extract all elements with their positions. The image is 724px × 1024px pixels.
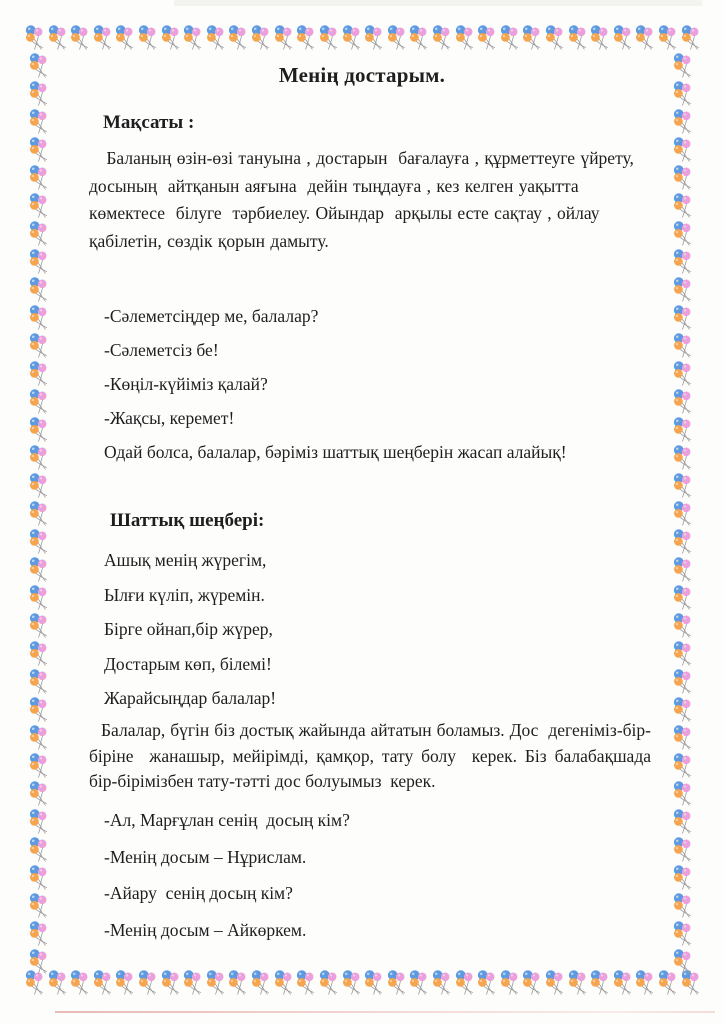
balloons-icon xyxy=(672,332,694,360)
balloons-icon xyxy=(160,24,182,52)
balloons-icon xyxy=(672,696,694,724)
balloons-icon xyxy=(28,640,50,668)
balloons-icon xyxy=(28,668,50,696)
balloons-icon xyxy=(672,500,694,528)
scan-artifact-bottom xyxy=(55,1011,715,1013)
balloons-icon xyxy=(672,192,694,220)
balloons-icon xyxy=(295,24,317,52)
goal-heading: Мақсаты : xyxy=(103,112,195,133)
balloons-icon xyxy=(114,969,136,997)
balloons-icon xyxy=(672,304,694,332)
poem-line: Достарым көп, білемі! xyxy=(104,653,272,674)
poem-line: Жарайсыңдар балалар! xyxy=(104,688,277,708)
balloons-icon xyxy=(182,969,204,997)
balloons-icon xyxy=(28,304,50,332)
balloons-icon xyxy=(28,388,50,416)
balloons-icon xyxy=(295,969,317,997)
border-left xyxy=(28,52,52,966)
border-bottom xyxy=(24,969,702,999)
balloons-icon xyxy=(92,24,114,52)
balloons-icon xyxy=(28,444,50,472)
balloons-icon xyxy=(28,220,50,248)
balloons-icon xyxy=(672,864,694,892)
poem-line: Ылғи күліп, жүремін. xyxy=(104,584,265,605)
balloons-icon xyxy=(47,24,69,52)
balloons-icon xyxy=(672,920,694,948)
balloons-icon xyxy=(28,808,50,836)
balloons-icon xyxy=(28,612,50,640)
balloons-icon xyxy=(137,24,159,52)
balloons-icon xyxy=(341,969,363,997)
balloons-icon xyxy=(589,24,611,52)
balloons-icon xyxy=(544,969,566,997)
balloons-icon xyxy=(672,584,694,612)
dialogue-line: -Менің досым – Нұрислам. xyxy=(104,846,307,867)
balloons-icon xyxy=(672,640,694,668)
goal-paragraph: Баланың өзін-өзі тануына , достарын бағалауға , құрметтеуге үйрету, досының айтқанын аяғына дейін тыңдауға , кез келген уақытта көмектесе білуге тәрбиелеу. Ойындар арқылы есте сақтау , ойлау қабілетін, сөздік қорын дамыту. xyxy=(89,148,640,251)
balloons-icon xyxy=(28,500,50,528)
balloons-icon xyxy=(250,24,272,52)
balloons-icon xyxy=(28,780,50,808)
balloons-icon xyxy=(28,752,50,780)
balloons-icon xyxy=(28,920,50,948)
balloons-icon xyxy=(137,969,159,997)
balloons-icon xyxy=(28,360,50,388)
balloons-icon xyxy=(672,444,694,472)
balloons-icon xyxy=(521,969,543,997)
balloons-icon xyxy=(672,248,694,276)
poem-line: Бірге ойнап,бір жүрер, xyxy=(104,619,273,639)
greeting-line: -Жақсы, керемет! xyxy=(104,408,235,428)
scan-artifact-top xyxy=(0,0,724,6)
balloons-icon xyxy=(408,969,430,997)
balloons-icon xyxy=(28,472,50,500)
friends-dialogue xyxy=(104,802,654,948)
balloons-icon xyxy=(672,808,694,836)
balloons-icon xyxy=(431,969,453,997)
balloons-icon xyxy=(28,724,50,752)
border-right xyxy=(672,52,696,966)
balloons-icon xyxy=(672,388,694,416)
balloons-icon xyxy=(28,416,50,444)
balloons-icon xyxy=(28,136,50,164)
balloons-icon xyxy=(28,192,50,220)
greeting-dialogue xyxy=(104,299,654,469)
balloons-icon xyxy=(363,24,385,52)
balloons-icon xyxy=(672,472,694,500)
page-title: Менің достарым. xyxy=(278,63,446,87)
balloons-icon xyxy=(160,969,182,997)
balloons-icon xyxy=(567,24,589,52)
friendship-paragraph: Балалар, бүгін біз достық жайында айтатын боламыз. Дос дегеніміз-бір-біріне жанашыр, мейірімді, қамқор, тату болу керек. Біз балабақшада бір-бірімізбен тату-тәтті дос болуымыз керек. xyxy=(89,720,660,791)
balloons-icon xyxy=(612,24,634,52)
balloons-icon xyxy=(28,528,50,556)
dialogue-line: -Айару сенің досың кім? xyxy=(104,883,293,903)
balloons-icon xyxy=(24,24,46,52)
balloons-icon xyxy=(672,836,694,864)
balloons-icon xyxy=(28,276,50,304)
balloons-icon xyxy=(672,276,694,304)
balloons-icon xyxy=(672,360,694,388)
balloons-icon xyxy=(318,24,340,52)
balloons-icon xyxy=(28,864,50,892)
balloons-icon xyxy=(69,969,91,997)
balloons-icon xyxy=(69,24,91,52)
balloons-icon xyxy=(476,24,498,52)
balloons-icon xyxy=(28,696,50,724)
balloons-icon xyxy=(672,220,694,248)
balloons-icon xyxy=(273,24,295,52)
balloons-icon xyxy=(672,668,694,696)
balloons-icon xyxy=(672,136,694,164)
balloons-icon xyxy=(182,24,204,52)
balloons-icon xyxy=(672,108,694,136)
balloons-icon xyxy=(28,836,50,864)
balloons-icon xyxy=(363,969,385,997)
balloons-icon xyxy=(386,969,408,997)
balloons-icon xyxy=(431,24,453,52)
balloons-icon xyxy=(341,24,363,52)
balloons-icon xyxy=(672,724,694,752)
balloons-icon xyxy=(672,416,694,444)
balloons-icon xyxy=(28,584,50,612)
balloons-icon xyxy=(92,969,114,997)
poem-line: Ашық менің жүрегім, xyxy=(104,550,267,570)
balloons-icon xyxy=(28,108,50,136)
balloons-icon xyxy=(205,24,227,52)
balloons-icon xyxy=(273,969,295,997)
dialogue-line: -Ал, Марғұлан сенің досың кім? xyxy=(104,810,350,830)
poem xyxy=(104,543,654,716)
greeting-line: -Сәлеметсіз бе! xyxy=(104,340,219,360)
balloons-icon xyxy=(28,948,50,976)
balloons-icon xyxy=(28,332,50,360)
balloons-icon xyxy=(672,752,694,780)
balloons-icon xyxy=(672,164,694,192)
balloons-icon xyxy=(318,969,340,997)
balloons-icon xyxy=(227,969,249,997)
balloons-icon xyxy=(612,969,634,997)
balloons-icon xyxy=(386,24,408,52)
balloons-icon xyxy=(499,24,521,52)
balloons-icon xyxy=(634,969,656,997)
balloons-icon xyxy=(589,969,611,997)
balloons-icon xyxy=(205,969,227,997)
greeting-line: -Сәлеметсіңдер ме, балалар? xyxy=(104,306,319,326)
balloons-icon xyxy=(672,948,694,976)
dialogue-line: -Менің досым – Айкөркем. xyxy=(104,919,307,940)
balloons-icon xyxy=(672,892,694,920)
balloons-icon xyxy=(454,24,476,52)
balloons-icon xyxy=(28,556,50,584)
balloons-icon xyxy=(114,24,136,52)
balloons-icon xyxy=(250,969,272,997)
balloons-icon xyxy=(521,24,543,52)
balloons-icon xyxy=(672,556,694,584)
balloons-icon xyxy=(28,892,50,920)
circle-of-joy-heading: Шаттық шеңбері: xyxy=(110,510,265,531)
balloons-icon xyxy=(680,24,702,52)
balloons-icon xyxy=(672,780,694,808)
balloons-icon xyxy=(408,24,430,52)
balloons-icon xyxy=(672,528,694,556)
greeting-line: -Көңіл-күйіміз қалай? xyxy=(104,374,268,394)
balloons-icon xyxy=(28,164,50,192)
balloons-icon xyxy=(567,969,589,997)
balloons-icon xyxy=(657,24,679,52)
balloons-icon xyxy=(544,24,566,52)
balloons-icon xyxy=(28,248,50,276)
border-top xyxy=(24,24,702,54)
greeting-line: Одай болса, балалар, бәріміз шаттық шеңберін жасап алайық! xyxy=(104,442,567,462)
balloons-icon xyxy=(634,24,656,52)
balloons-icon xyxy=(454,969,476,997)
balloons-icon xyxy=(227,24,249,52)
balloons-icon xyxy=(476,969,498,997)
balloons-icon xyxy=(672,612,694,640)
balloons-icon xyxy=(499,969,521,997)
